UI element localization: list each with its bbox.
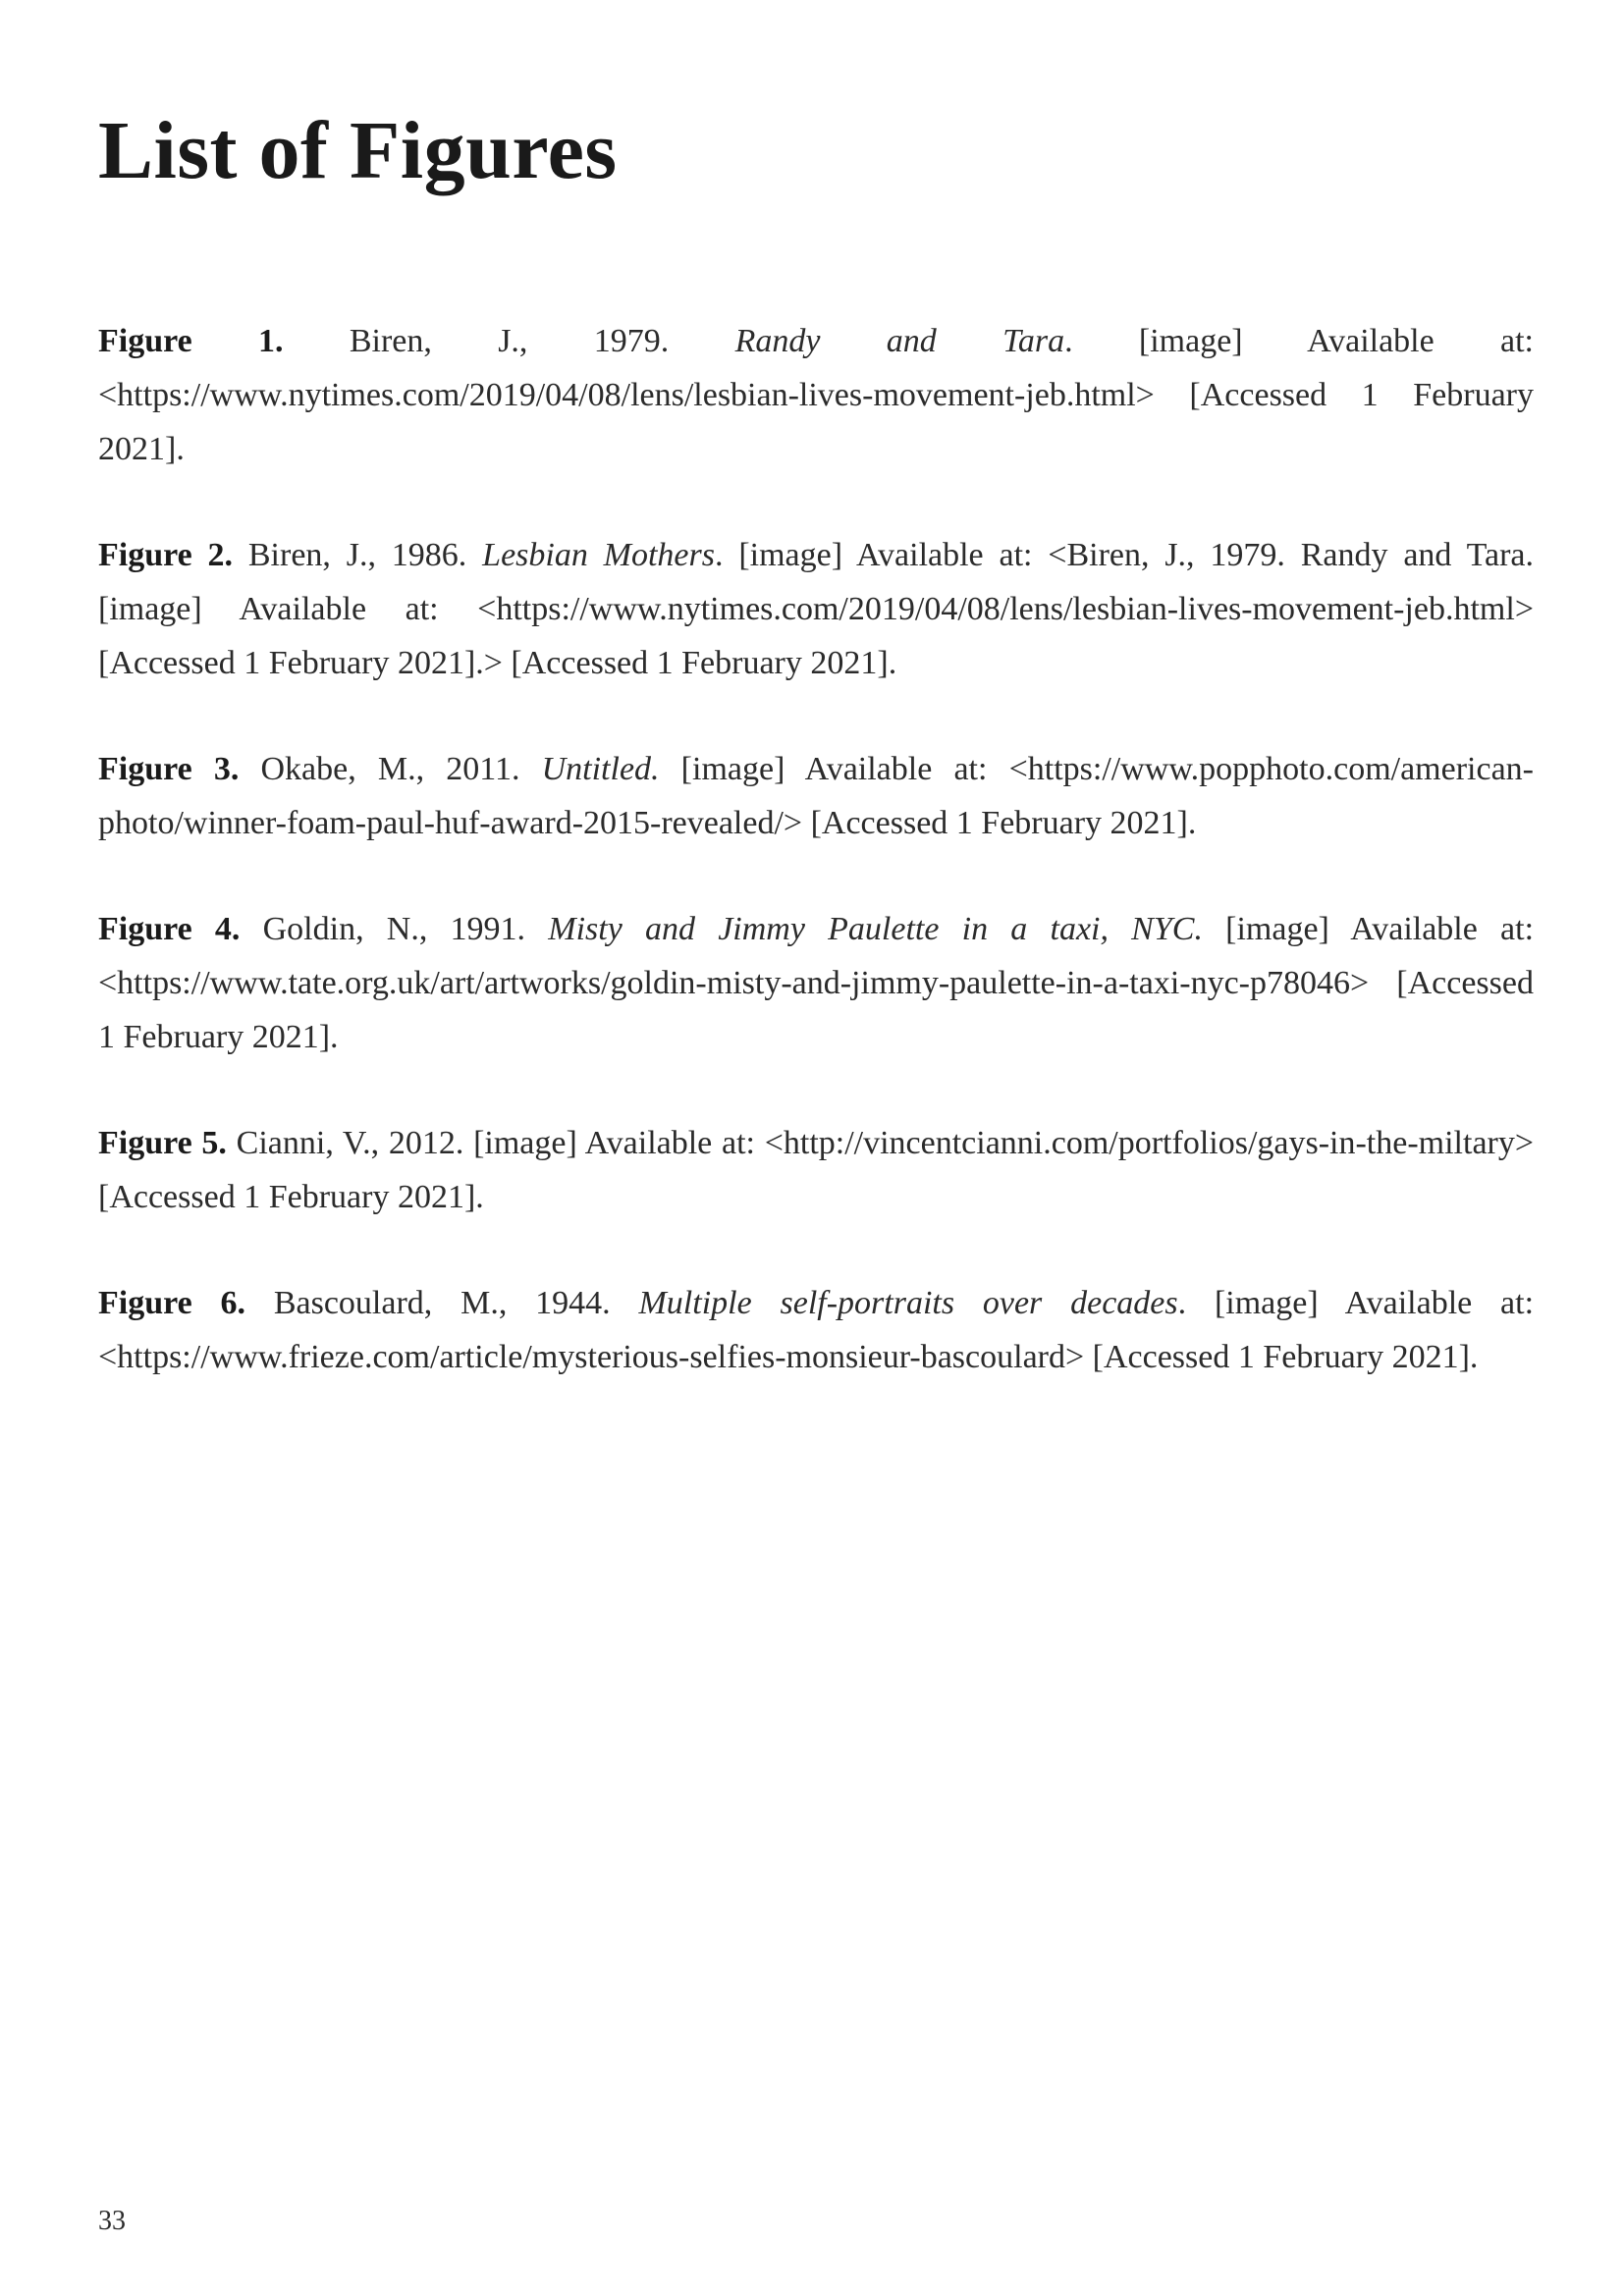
figure-source: . [image] Available at: <https://www.frieze.com/article/mysterious-selfies-monsieur-bascoulard> [Accessed 1 February 2021]. <box>98 1285 1535 1375</box>
figure-citation: Biren, J., 1979. <box>349 323 670 359</box>
figure-label: Figure 1. <box>98 323 284 359</box>
figure-title: Randy and Tara <box>734 323 1065 359</box>
figure-entry-3 <box>98 742 1534 850</box>
figure-list <box>98 314 1534 1436</box>
figure-entry-1 <box>98 314 1534 476</box>
figure-entry-4 <box>98 902 1534 1064</box>
figure-label: Figure 4. <box>98 911 241 947</box>
page-number: 33 <box>98 2206 126 2236</box>
figure-citation: Bascoulard, M., 1944. <box>273 1285 611 1321</box>
figure-title: Lesbian Mothers <box>482 537 715 573</box>
figure-citation: Cianni, V., 2012. <box>236 1125 464 1161</box>
page-title: List of Figures <box>98 105 618 196</box>
figure-citation: Goldin, N., 1991. <box>262 911 526 947</box>
figure-entry-5 <box>98 1116 1534 1224</box>
figure-entry-2 <box>98 528 1534 690</box>
figure-citation: Okabe, M., 2011. <box>260 751 520 787</box>
figure-entry-6 <box>98 1276 1534 1384</box>
figure-title: Untitled. <box>541 751 660 787</box>
figure-label: Figure 6. <box>98 1285 246 1321</box>
figure-source: [image] Available at: <http://vincentcianni.com/portfolios/gays-in-the-miltary> [Accessed 1 February 2021]. <box>98 1125 1535 1215</box>
figure-source: [image] Available at: <https://www.tate.org.uk/art/artworks/goldin-misty-and-jimmy-paulette-in-a-taxi-nyc-p78046> [Accessed 1 February 2021]. <box>98 911 1535 1055</box>
figure-title: Multiple self-portraits over decades <box>638 1285 1178 1321</box>
figure-title: Misty and Jimmy Paulette in a taxi, NYC. <box>548 911 1203 947</box>
figure-source: [image] Available at: <https://www.popphoto.com/american-photo/winner-foam-paul-huf-award-2015-revealed/> [Accessed 1 February 2021]. <box>98 751 1534 841</box>
figure-label: Figure 3. <box>98 751 240 787</box>
figure-label: Figure 5. <box>98 1125 227 1161</box>
figure-source: . [image] Available at: <https://www.nytimes.com/2019/04/08/lens/lesbian-lives-movement-jeb.html> [Accessed 1 February 2021]. <box>98 323 1535 467</box>
figure-source: . [image] Available at: <Biren, J., 1979. Randy and Tara. [image] Available at: <https://www.nytimes.com/2019/04/08/lens/lesbian-lives-movement-jeb.html> [Accessed 1 February 2021].> [Accessed 1 February 2021]. <box>98 537 1535 681</box>
figure-citation: Biren, J., 1986. <box>247 537 467 573</box>
figure-label: Figure 2. <box>98 537 234 573</box>
